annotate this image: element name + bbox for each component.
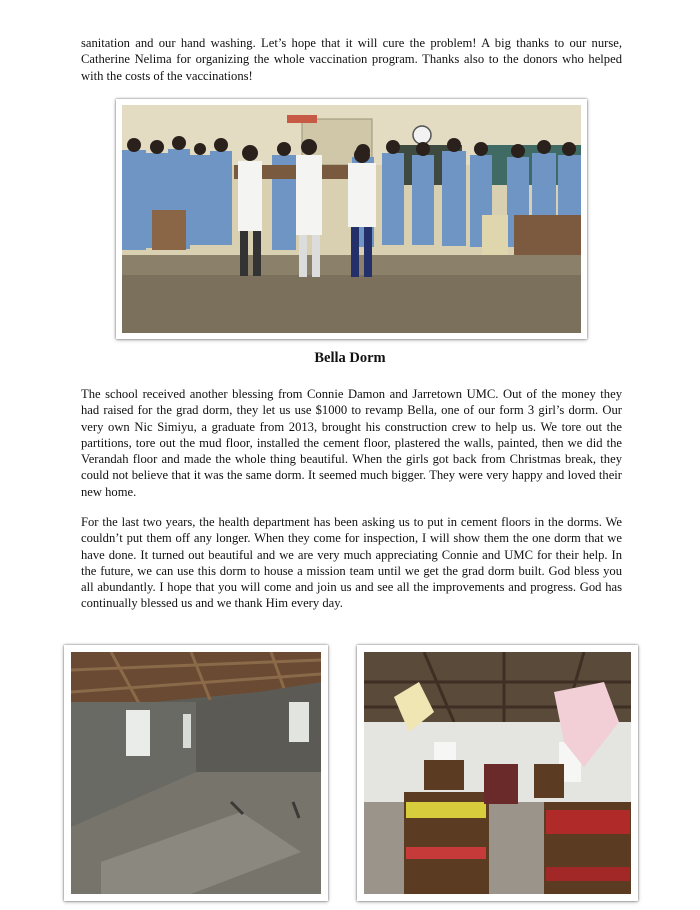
furnished-dorm-photo <box>357 645 638 901</box>
section-heading: Bella Dorm <box>314 350 386 366</box>
vaccination-group-photo <box>116 99 587 339</box>
bella-dorm-paragraph: The school received another blessing from Connie Damon and Jarretown UMC. Out of the money they had raised for the grad dorm, they let us use $1000 to revamp Bella, one of our form 3 girl’s dorm. Our very own Nic Simiyu, a graduate from 2013, brought his construction crew to help us. We tore out the partitions, tore out the mud floor, installed the cement floor, plastered the walls, painted, then we did the Verandah floor and made the whole thing beautiful. When the girls got back from Christmas break, they could not believe that it was the same dorm. It seemed much bigger. They were very happy and loved their new home. <box>81 387 622 499</box>
health-department-paragraph: For the last two years, the health department has been asking us to put in cement floors in the dorms. We couldn’t put them off any longer. When they come for inspection, I will show them the one dorm that we have done. It turned out beautiful and we are very much appreciating Connie and UMC for their help. In the future, we can use this dorm to house a mission team until we get the grad dorm built. God bless you all abundantly. I hope that you will come and join us and see all the improvements and progress. God has continually blessed us and we thank Him every day. <box>81 515 622 611</box>
intro-paragraph: sanitation and our hand washing. Let’s hope that it will cure the problem! A big thanks to our nurse, Catherine Nelima for organizing the whole vaccination program. Thanks also to the donors who helped with the costs of the vaccinations! <box>81 36 622 83</box>
empty-dorm-photo <box>64 645 328 901</box>
